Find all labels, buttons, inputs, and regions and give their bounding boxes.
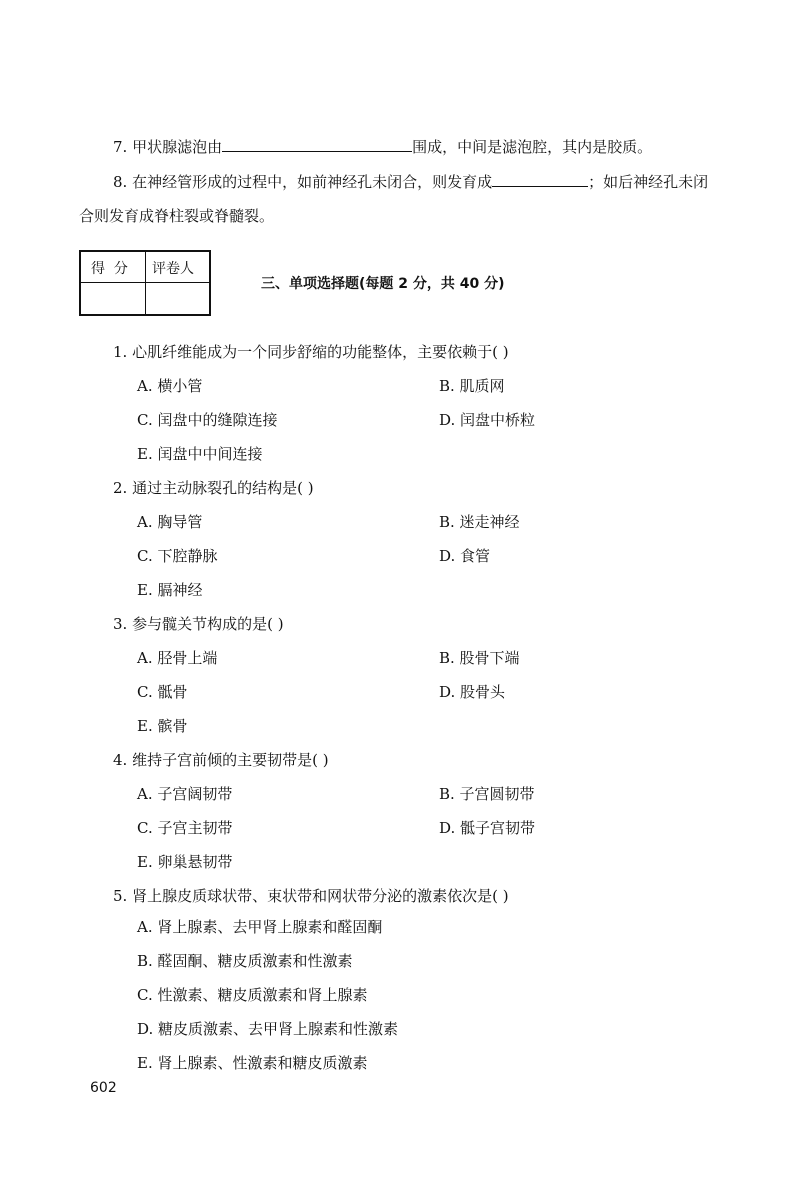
- question-4-option-b[interactable]: B. 子宫圆韧带: [439, 785, 535, 803]
- question-3-option-c[interactable]: C. 骶骨: [137, 683, 188, 701]
- question-5-option-e[interactable]: E. 肾上腺素、性激素和糖皮质激素: [137, 1054, 368, 1072]
- question-5-option-b[interactable]: B. 醛固酮、糖皮质激素和性激素: [137, 952, 353, 970]
- question-2-option-c[interactable]: C. 下腔静脉: [137, 547, 218, 565]
- question-2-option-e[interactable]: E. 膈神经: [137, 581, 203, 599]
- question-5-option-c[interactable]: C. 性激素、糖皮质激素和肾上腺素: [137, 986, 368, 1004]
- question-4-option-c[interactable]: C. 子宫主韧带: [137, 819, 233, 837]
- question-4-option-d[interactable]: D. 骶子宫韧带: [439, 819, 536, 837]
- question-7-text-before: 7. 甲状腺滤泡由: [113, 138, 223, 156]
- question-1-stem: 1. 心肌纤维能成为一个同步舒缩的功能整体，主要依赖于( ): [113, 343, 509, 361]
- question-1-option-e[interactable]: E. 闰盘中中间连接: [137, 445, 263, 463]
- question-1-option-d[interactable]: D. 闰盘中桥粒: [439, 411, 536, 429]
- question-1-option-b[interactable]: B. 肌质网: [439, 377, 505, 395]
- score-label: 得 分: [91, 261, 128, 277]
- question-7-text-after: 围成，中间是滤泡腔，其内是胶质。: [412, 138, 653, 156]
- question-1-option-a[interactable]: A. 横小管: [137, 377, 203, 395]
- score-table: [79, 250, 211, 316]
- question-3-option-b[interactable]: B. 股骨下端: [439, 649, 520, 667]
- grader-input-cell[interactable]: [146, 283, 209, 316]
- question-4-option-e[interactable]: E. 卵巢悬韧带: [137, 853, 233, 871]
- question-1-option-c[interactable]: C. 闰盘中的缝隙连接: [137, 411, 278, 429]
- question-8-text-before: 8. 在神经管形成的过程中，如前神经孔未闭合，则发育成: [113, 173, 493, 191]
- question-5-option-a[interactable]: A. 肾上腺素、去甲肾上腺素和醛固酮: [137, 918, 383, 936]
- question-3-option-a[interactable]: A. 胫骨上端: [137, 649, 218, 667]
- question-8-continuation: 合则发育成脊柱裂或脊髓裂。: [79, 207, 275, 225]
- answer-blank-8[interactable]: [492, 172, 588, 187]
- question-3-stem: 3. 参与髋关节构成的是( ): [113, 615, 284, 633]
- section-title: 三、单项选择题(每题 2 分，共 40 分): [261, 276, 505, 292]
- question-5-stem: 5. 肾上腺皮质球状带、束状带和网状带分泌的激素依次是( ): [113, 887, 509, 905]
- score-input-cell[interactable]: [81, 283, 145, 316]
- answer-blank-7[interactable]: [222, 137, 412, 152]
- question-8-text-after: ；如后神经孔未闭: [588, 173, 709, 191]
- question-2-option-b[interactable]: B. 迷走神经: [439, 513, 520, 531]
- question-2-option-a[interactable]: A. 胸导管: [137, 513, 203, 531]
- question-2-stem: 2. 通过主动脉裂孔的结构是( ): [113, 479, 314, 497]
- grader-label: 评卷人: [152, 261, 194, 277]
- question-5-option-d[interactable]: D. 糖皮质激素、去甲肾上腺素和性激素: [137, 1020, 399, 1038]
- question-4-stem: 4. 维持子宫前倾的主要韧带是( ): [113, 751, 329, 769]
- question-3-option-d[interactable]: D. 股骨头: [439, 683, 506, 701]
- question-3-option-e[interactable]: E. 髌骨: [137, 717, 188, 735]
- question-7: [113, 137, 652, 157]
- question-8: [113, 172, 708, 192]
- page-number: 602: [90, 1080, 117, 1096]
- question-2-option-d[interactable]: D. 食管: [439, 547, 491, 565]
- question-4-option-a[interactable]: A. 子宫阔韧带: [137, 785, 233, 803]
